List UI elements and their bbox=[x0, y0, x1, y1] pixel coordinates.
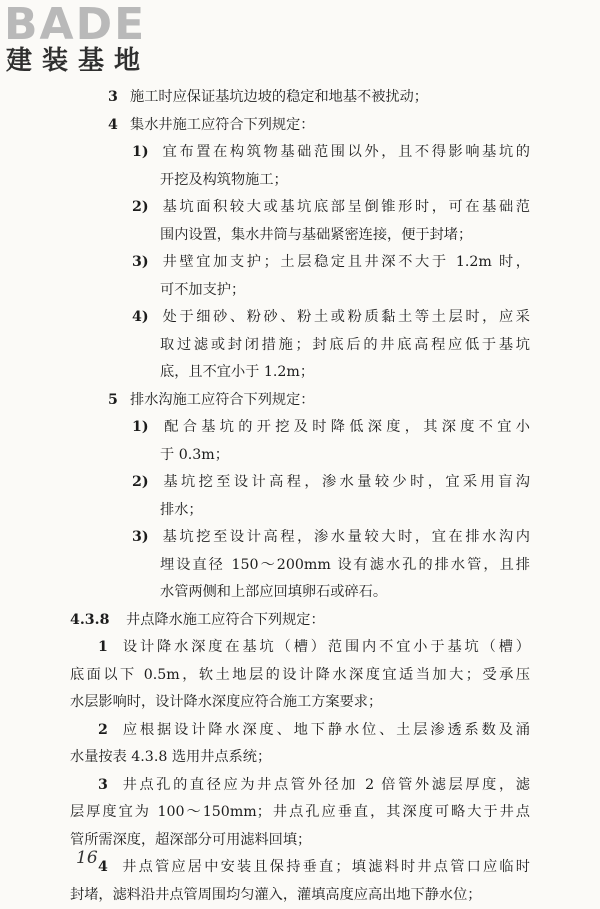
text-line bbox=[70, 717, 530, 745]
text-line bbox=[70, 387, 530, 415]
item-number: 1 bbox=[98, 634, 120, 662]
item-number: 4) bbox=[132, 304, 160, 332]
text-line bbox=[70, 359, 530, 387]
item-number: 2) bbox=[132, 194, 160, 222]
text-line bbox=[70, 552, 530, 580]
item-number: 3 bbox=[98, 772, 120, 800]
item-text: 井点降水施工应符合下列规定： bbox=[126, 612, 325, 628]
item-number: 1) bbox=[132, 139, 160, 167]
item-number: 1) bbox=[132, 414, 160, 442]
item-text: 于 0.3m； bbox=[160, 447, 229, 463]
text-line bbox=[70, 84, 530, 112]
text-line bbox=[70, 332, 530, 360]
text-line bbox=[70, 497, 530, 525]
watermark-chinese: 建装基地 bbox=[4, 46, 150, 76]
item-text: 围内设置，集水井筒与基础紧密连接，便于封堵； bbox=[160, 227, 472, 243]
watermark-logo bbox=[4, 2, 150, 76]
item-text: 水层影响时，设计降水深度应符合施工方案要求； bbox=[70, 694, 382, 710]
text-line bbox=[70, 607, 530, 635]
item-text: 封堵，滤料沿井点管周围均匀灌入，灌填高度应高出地下静水位； bbox=[70, 887, 481, 903]
item-number: 4.3.8 bbox=[70, 607, 126, 635]
item-text: 基坑挖至设计高程，渗水量较少时，宜采用盲沟 bbox=[160, 474, 530, 490]
text-line bbox=[70, 194, 530, 222]
item-text: 底，且不宜小于 1.2m； bbox=[160, 364, 314, 380]
text-line bbox=[70, 524, 530, 552]
item-text: 开挖及构筑物施工； bbox=[160, 172, 288, 188]
text-line bbox=[70, 662, 530, 690]
item-text: 基坑面积较大或基坑底部呈倒锥形时，可在基础范 bbox=[160, 199, 530, 215]
text-line bbox=[70, 139, 530, 167]
item-text: 取过滤或封闭措施；封底后的井底高程应低于基坑 bbox=[160, 337, 530, 353]
item-text: 层厚度宜为 100～150mm；井点孔应垂直，其深度可略大于井点 bbox=[70, 804, 530, 820]
item-text: 水管两侧和上部应回填卵石或碎石。 bbox=[160, 584, 387, 600]
text-line bbox=[70, 689, 530, 717]
text-line bbox=[70, 222, 530, 250]
item-text: 水量按表 4.3.8 选用井点系统； bbox=[70, 749, 271, 765]
watermark-latin: BADE bbox=[4, 2, 150, 48]
item-text: 底面以下 0.5m，软土地层的设计降水深度宜适当加大；受承压 bbox=[70, 667, 530, 683]
text-line bbox=[70, 579, 530, 607]
item-text: 可不加支护； bbox=[160, 282, 245, 298]
item-text: 施工时应保证基坑边坡的稳定和地基不被扰动； bbox=[130, 89, 428, 105]
item-text: 井壁宜加支护；土层稳定且井深不大于 1.2m 时， bbox=[160, 254, 530, 270]
text-line bbox=[70, 112, 530, 140]
item-number: 3) bbox=[132, 524, 160, 552]
text-line bbox=[70, 414, 530, 442]
text-line bbox=[70, 854, 530, 882]
text-line bbox=[70, 249, 530, 277]
text-line bbox=[70, 882, 530, 909]
item-number: 2) bbox=[132, 469, 160, 497]
text-line bbox=[70, 442, 530, 470]
item-text: 井点孔的直径应为井点管外径加 2 倍管外滤层厚度，滤 bbox=[120, 777, 530, 793]
item-number: 3 bbox=[108, 84, 130, 112]
text-line bbox=[70, 469, 530, 497]
text-line bbox=[70, 277, 530, 305]
item-text: 应根据设计降水深度、地下静水位、土层渗透系数及涌 bbox=[120, 722, 530, 738]
text-line bbox=[70, 827, 530, 855]
document-body bbox=[70, 84, 530, 909]
text-line bbox=[70, 744, 530, 772]
text-line bbox=[70, 304, 530, 332]
item-number: 3) bbox=[132, 249, 160, 277]
item-text: 配合基坑的开挖及时降低深度，其深度不宜小 bbox=[160, 419, 530, 435]
item-number: 4 bbox=[108, 112, 130, 140]
item-text: 管所需深度，超深部分可用滤料回填； bbox=[70, 832, 311, 848]
item-text: 井点管应居中安装且保持垂直；填滤料时井点管口应临时 bbox=[120, 859, 530, 875]
text-line bbox=[70, 799, 530, 827]
item-text: 埋设直径 150～200mm 设有滤水孔的排水管，且排 bbox=[160, 557, 530, 573]
item-text: 设计降水深度在基坑（槽）范围内不宜小于基坑（槽） bbox=[120, 639, 530, 655]
text-line bbox=[70, 634, 530, 662]
item-text: 排水沟施工应符合下列规定： bbox=[130, 392, 314, 408]
item-text: 集水井施工应符合下列规定： bbox=[130, 117, 314, 133]
item-text: 排水； bbox=[160, 502, 203, 518]
item-number: 4 bbox=[98, 854, 120, 882]
item-text: 处于细砂、粉砂、粉土或粉质黏土等土层时，应采 bbox=[160, 309, 530, 325]
item-number: 5 bbox=[108, 387, 130, 415]
item-text: 宜布置在构筑物基础范围以外，且不得影响基坑的 bbox=[160, 144, 530, 160]
item-text: 基坑挖至设计高程，渗水量较大时，宜在排水沟内 bbox=[160, 529, 530, 545]
item-number: 2 bbox=[98, 717, 120, 745]
page-number: 16 bbox=[76, 848, 98, 868]
text-line bbox=[70, 167, 530, 195]
text-line bbox=[70, 772, 530, 800]
